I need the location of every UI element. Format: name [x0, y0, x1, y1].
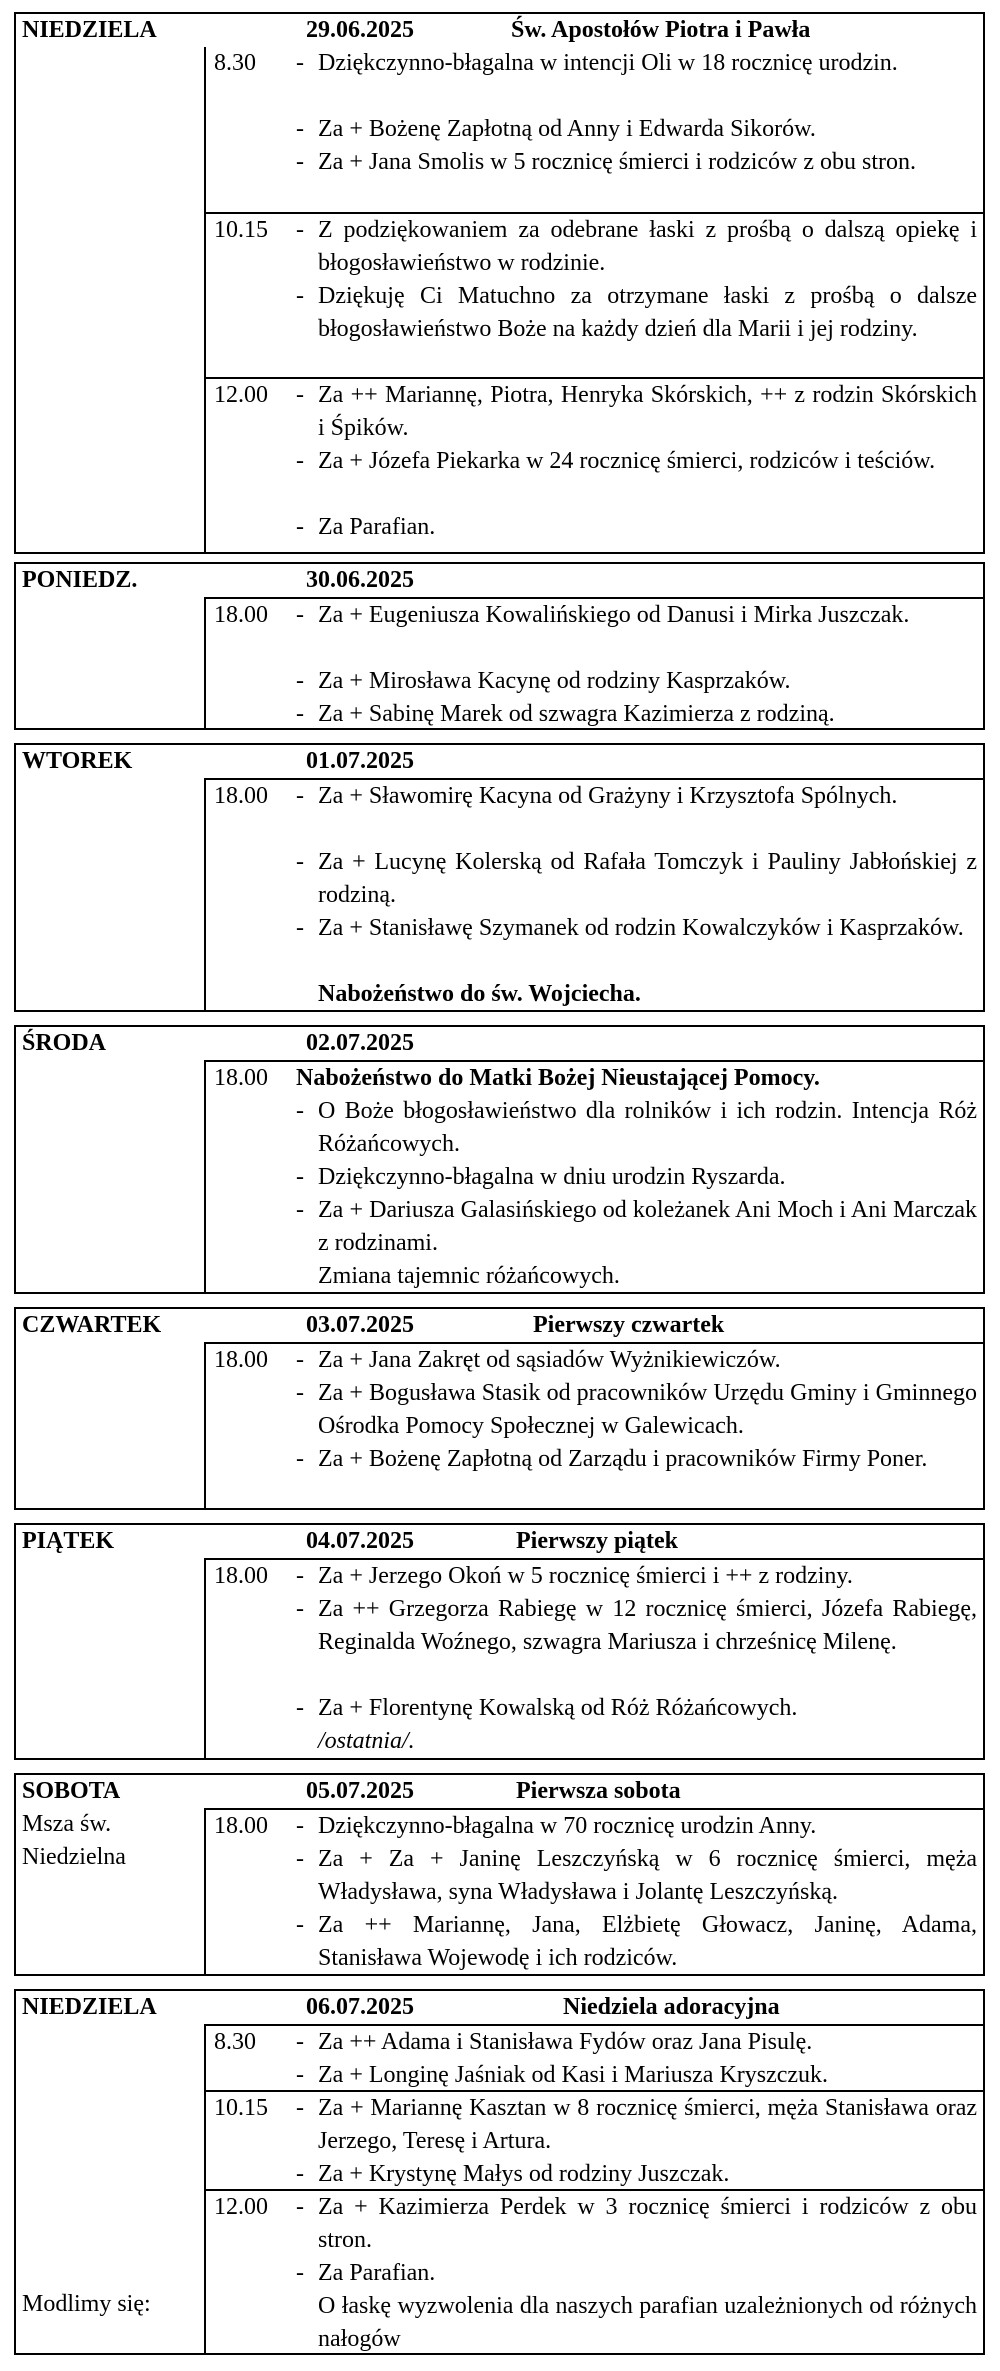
day-date: 05.07.2025 [306, 1778, 414, 1804]
intention-item: - Za + Eugeniusza Kowalińskiego od Danusi i Mirka Juszczak. [296, 602, 910, 628]
day-side-column [16, 1060, 206, 1292]
intention-item: - Dziękuję Ci Matuchno za otrzymane łaski z prośbą o dalsze błogosławieństwo Boże na każdy dzień dla Marii i jej rodziny. [296, 283, 977, 342]
day-name: NIEDZIELA [22, 1994, 157, 2020]
intention-item: - Za Parafian. [296, 2260, 436, 2286]
day-header-row [16, 1525, 983, 1558]
day-feast: Pierwszy piątek [516, 1528, 678, 1554]
intention-item: - Za + Mirosława Kacynę od rodziny Kasprzaków. [296, 668, 791, 694]
day-header-row [16, 1027, 983, 1060]
mass-time: 18.00 [214, 1813, 268, 1839]
time-block [206, 2024, 983, 2090]
intention-item: - Za + Stanisławę Szymanek od rodzin Kowalczyków i Kasprzaków. [296, 915, 964, 941]
intention-item: - Za + Sławomirę Kacyna od Grażyny i Krzysztofa Spólnych. [296, 783, 898, 809]
intention-item: - Za ++ Adama i Stanisława Fydów oraz Jana Pisulę. [296, 2029, 813, 2055]
day-name: SOBOTA [22, 1778, 121, 1804]
day-name: CZWARTEK [22, 1312, 162, 1338]
mass-time: 8.30 [214, 50, 256, 76]
intention-item: - O Boże błogosławieństwo dla rolników i ich rodzin. Intencja Róż Różańcowych. [296, 1098, 977, 1157]
day-header-row [16, 564, 983, 597]
day-side-column [16, 47, 206, 552]
intention-item: - Za + Florentynę Kowalską od Róż Różańcowych. [296, 1695, 798, 1721]
day-header-row [16, 14, 983, 47]
day-name: NIEDZIELA [22, 17, 157, 43]
day-name: PIĄTEK [22, 1528, 115, 1554]
mass-time: 18.00 [214, 1065, 268, 1091]
day-date: 30.06.2025 [306, 567, 414, 593]
intention-item: - Za + Józefa Piekarka w 24 rocznicę śmierci, rodziców i teściów. [296, 448, 936, 474]
day-section [14, 1523, 985, 1760]
day-section [14, 562, 985, 730]
intention-item: - Za + Jana Zakręt od sąsiadów Wyżnikiewiczów. [296, 1347, 781, 1373]
day-name: PONIEDZ. [22, 567, 138, 593]
mass-time: 12.00 [214, 382, 268, 408]
time-block [206, 1342, 983, 1508]
intention-item: - Za + Bożenę Zapłotną od Zarządu i pracowników Firmy Poner. [296, 1446, 928, 1472]
day-feast: Niedziela adoracyjna [563, 1994, 780, 2020]
day-date: 29.06.2025 [306, 17, 414, 43]
intention-item: - Za ++ Grzegorza Rabiegę w 12 rocznicę śmierci, Józefa Rabiegę, Reginalda Woźnego, szwagra Mariusza i chrześnicę Milenę. [296, 1596, 977, 1655]
day-date: 03.07.2025 [306, 1312, 414, 1338]
side-note: Msza św. [22, 1811, 112, 1837]
day-date: 02.07.2025 [306, 1030, 414, 1056]
intention-item: - Za ++ Mariannę, Jana, Elżbietę Głowacz, Janinę, Adama, Stanisława Wojewodę i ich rodziców. [296, 1912, 977, 1971]
day-feast: Pierwsza sobota [516, 1778, 681, 1804]
day-section [14, 1307, 985, 1510]
intention-item: - Za Parafian. [296, 514, 436, 540]
intention-item: - Z podziękowaniem za odebrane łaski z prośbą o dalszą opiekę i błogosławieństwo w rodzinie. [296, 217, 977, 276]
prayer-intention: O łaskę wyzwolenia dla naszych parafian uzależnionych od różnych nałogów [318, 2293, 977, 2352]
day-section [14, 743, 985, 1012]
intention-remark: /ostatnia/. [318, 1728, 415, 1754]
day-date: 04.07.2025 [306, 1528, 414, 1554]
service-note: Zmiana tajemnic różańcowych. [318, 1263, 620, 1289]
day-side-column [16, 2024, 206, 2353]
side-note: Niedzielna [22, 1844, 126, 1870]
time-block [206, 1060, 983, 1292]
time-block [206, 1558, 983, 1758]
intention-item: - Za ++ Mariannę, Piotra, Henryka Skórskich, ++ z rodzin Skórskich i Śpików. [296, 382, 977, 441]
day-header-row [16, 1991, 983, 2024]
day-side-column [16, 597, 206, 728]
day-header-row [16, 1309, 983, 1342]
intention-item: - Za + Kazimierza Perdek w 3 rocznicę śmierci i rodziców z obu stron. [296, 2194, 977, 2253]
service-heading: Nabożeństwo do Matki Bożej Nieustającej Pomocy. [296, 1065, 820, 1091]
day-section [14, 1773, 985, 1976]
time-block [206, 47, 983, 212]
time-block [206, 778, 983, 1010]
day-section [14, 12, 985, 554]
intention-item: - Za + Krystynę Małys od rodziny Juszczak. [296, 2161, 730, 2187]
day-name: WTOREK [22, 748, 133, 774]
intention-item: - Za + Bożenę Zapłotną od Anny i Edwarda Sikorów. [296, 116, 816, 142]
intention-item: - Dziękczynno-błagalna w intencji Oli w 18 rocznicę urodzin. [296, 50, 898, 76]
mass-time: 18.00 [214, 1347, 268, 1373]
time-block [206, 2090, 983, 2189]
mass-time: 10.15 [214, 2095, 268, 2121]
intention-item: - Dziękczynno-błagalna w dniu urodzin Ryszarda. [296, 1164, 786, 1190]
time-block [206, 1808, 983, 1974]
day-section [14, 1989, 985, 2355]
day-feast: Pierwszy czwartek [533, 1312, 725, 1338]
mass-time: 10.15 [214, 217, 268, 243]
mass-time: 12.00 [214, 2194, 268, 2220]
intention-item: - Za + Sabinę Marek od szwagra Kazimierza z rodziną. [296, 701, 835, 727]
mass-time: 18.00 [214, 1563, 268, 1589]
day-name: ŚRODA [22, 1030, 107, 1056]
day-feast: Św. Apostołów Piotra i Pawła [511, 17, 811, 43]
day-side-column [16, 1558, 206, 1758]
service-note: Nabożeństwo do św. Wojciecha. [318, 981, 641, 1007]
mass-time: 18.00 [214, 783, 268, 809]
day-date: 06.07.2025 [306, 1994, 414, 2020]
intention-item: - Za + Dariusza Galasińskiego od koleżanek Ani Moch i Ani Marczak z rodzinami. [296, 1197, 977, 1256]
intention-item: - Za + Mariannę Kasztan w 8 rocznicę śmierci, męża Stanisława oraz Jerzego, Teresę i Artura. [296, 2095, 977, 2154]
day-side-column [16, 1808, 206, 1974]
intention-item: - Za + Za + Janinę Leszczyńską w 6 rocznicę śmierci, męża Władysława, syna Władysława i Jolantę Leszczyńską. [296, 1846, 977, 1905]
intention-item: - Za + Jerzego Okoń w 5 rocznicę śmierci i ++ z rodziny. [296, 1563, 853, 1589]
time-block [206, 2189, 983, 2353]
time-block [206, 377, 983, 552]
day-side-column [16, 1342, 206, 1508]
intention-item: - Za + Jana Smolis w 5 rocznicę śmierci i rodziców z obu stron. [296, 149, 917, 175]
intention-item: - Dziękczynno-błagalna w 70 rocznicę urodzin Anny. [296, 1813, 817, 1839]
day-date: 01.07.2025 [306, 748, 414, 774]
mass-time: 8.30 [214, 2029, 256, 2055]
day-side-column [16, 778, 206, 1010]
side-note: Modlimy się: [22, 2291, 151, 2317]
intention-item: - Za + Lucynę Kolerską od Rafała Tomczyk i Pauliny Jabłońskiej z rodziną. [296, 849, 977, 908]
day-section [14, 1025, 985, 1294]
intention-item: - Za + Longinę Jaśniak od Kasi i Mariusza Kryszczuk. [296, 2062, 829, 2088]
day-header-row [16, 1775, 983, 1808]
intention-item: - Za + Bogusława Stasik od pracowników Urzędu Gminy i Gminnego Ośrodka Pomocy Społecznej w Galewicach. [296, 1380, 977, 1439]
time-block [206, 597, 983, 728]
day-header-row [16, 745, 983, 778]
time-block [206, 212, 983, 377]
mass-time: 18.00 [214, 602, 268, 628]
